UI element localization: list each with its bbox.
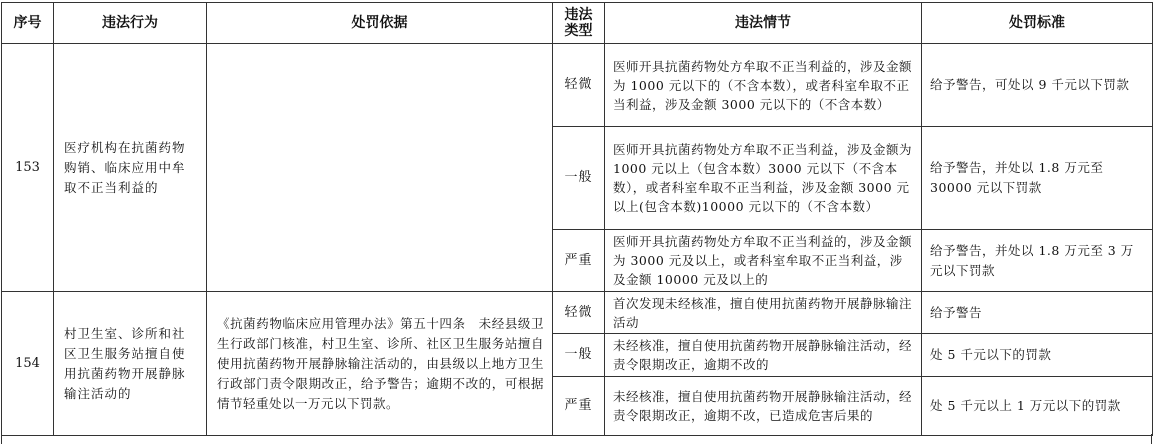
penalty-standard: 给予警告，可处以 9 千元以下罚款 [922,44,1153,127]
header-row [2,3,1153,44]
violation-detail: 医师开具抗菌药物处方牟取不正当利益，涉及金额为 1000 元以上（包含本数）3000 元以下（不含本数），或者科室牟取不正当利益，涉及金额 3000 元以上(包含本数)10000 元以下的（不含本数） [605,127,922,230]
violation-detail: 未经核准，擅自使用抗菌药物开展静脉输注活动，经责令限期改正，逾期不改的 [605,334,922,377]
penalty-standard: 给予警告，并处以 1.8 万元至 3 万元以下罚款 [922,230,1153,292]
violation-detail: 医师开具抗菌药物处方牟取不正当利益的，涉及金额为 3000 元及以上，或者科室牟取不正当利益，涉及金额 10000 元及以上的 [605,230,922,292]
header-basis: 处罚依据 [207,3,553,44]
violation-type: 轻微 [553,292,605,334]
header-seq: 序号 [2,3,54,44]
violation-type: 严重 [553,230,605,292]
header-detail: 违法情节 [605,3,922,44]
header-act: 违法行为 [54,3,207,44]
row-act: 医疗机构在抗菌药物购销、临床应用中牟取不正当利益的 [54,44,207,292]
violation-type: 一般 [553,127,605,230]
penalty-standard: 给予警告 [922,292,1153,334]
row-basis: 《抗菌药物临床应用管理办法》第五十四条 未经县级卫生行政部门核准，村卫生室、诊所、社区卫生服务站擅自使用抗菌药物开展静脉输注活动的，由县级以上地方卫生行政部门责令限期改正，给予警告；逾期不改的，可根据情节轻重处以一万元以下罚款。 [207,292,553,436]
row-act: 村卫生室、诊所和社区卫生服务站擅自使用抗菌药物开展静脉输注活动的 [54,292,207,436]
violation-detail: 医师开具抗菌药物处方牟取不正当利益的，涉及金额为 1000 元以下的（不含本数），或者科室牟取不正当利益，涉及金额 3000 元以下的（不含本数） [605,44,922,127]
violation-detail: 未经核准，擅自使用抗菌药物开展静脉输注活动，经责令限期改正，逾期不改，已造成危害后果的 [605,377,922,436]
table-row [2,292,1153,334]
penalty-standard: 给予警告，并处以 1.8 万元至 30000 元以下罚款 [922,127,1153,230]
violation-type: 轻微 [553,44,605,127]
header-type-text: 违法类型 [564,7,593,39]
header-standard: 处罚标准 [922,3,1153,44]
row-seq: 154 [2,292,54,436]
next-row-continuation [1,434,1152,444]
penalty-table [1,2,1153,436]
row-seq: 153 [2,44,54,292]
table-row [2,44,1153,127]
penalty-standard: 处 5 千元以下的罚款 [922,334,1153,377]
header-type [553,3,605,44]
violation-detail: 首次发现未经核准，擅自使用抗菌药物开展静脉输注活动 [605,292,922,334]
violation-type: 一般 [553,334,605,377]
row-basis [207,44,553,292]
violation-type: 严重 [553,377,605,436]
penalty-standard: 处 5 千元以上 1 万元以下的罚款 [922,377,1153,436]
